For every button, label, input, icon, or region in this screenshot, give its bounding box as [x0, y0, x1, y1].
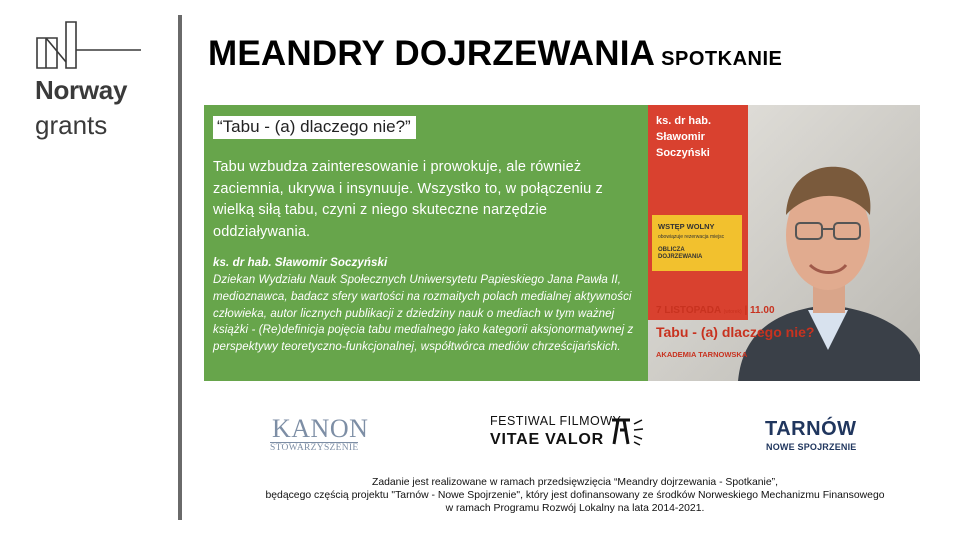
title-main: MEANDRY DOJRZEWANIA	[208, 34, 656, 73]
vertical-divider	[178, 15, 182, 520]
funding-footer	[250, 476, 900, 515]
footer-line2: będącego częścią projektu "Tarnów - Nowe Spojrzenie", który jest dofinansowany ze środków Norweskiego Mechanizmu Finansowego	[265, 490, 885, 501]
poster-date: 7 LISTOPADA (wtorek) | 11.00	[656, 305, 775, 316]
event-poster	[648, 105, 920, 381]
event-description: Tabu wzbudza zainteresowanie i prowokuje, ale również zaciemnia, ukrywa i insynuuje. Wszystko to, w połączeniu z wielką siłą tabu, czyni z niego skuteczne narzędzie oddziaływania.	[213, 159, 603, 240]
festival-line1: FESTIWAL FILMOWY	[490, 414, 622, 428]
page-title	[208, 34, 782, 74]
poster-venue: AKADEMIA TARNOWSKA	[656, 350, 748, 359]
kanon-logo	[270, 414, 370, 454]
poster-org: OBLICZA DOJRZEWANIA	[658, 247, 703, 260]
speaker-name: ks. dr hab. Sławomir Soczyński	[213, 257, 388, 269]
event-description-panel	[204, 105, 648, 381]
norway-grants-logo-mark	[36, 20, 142, 70]
logo-norway: Norway	[35, 75, 128, 105]
footer-line3: w ramach Programu Rozwój Lokalny na lata 2014-2021.	[445, 503, 705, 514]
festival-projector-icon	[610, 416, 644, 446]
festival-line2: VITAE VALOR	[490, 431, 604, 448]
footer-line1: Zadanie jest realizowane w ramach przedsięwzięcia “Meandry dojrzewania - Spotkanie”,	[371, 477, 778, 488]
tarnow-line2: NOWE SPOJRZENIE	[766, 442, 857, 452]
poster-entry: WSTĘP WOLNY	[658, 222, 715, 231]
poster-speaker-name: ks. dr hab. Sławomir Soczyński	[656, 115, 712, 159]
kanon-name: KANON	[272, 414, 369, 443]
tarnow-line1: TARNÓW	[765, 418, 857, 440]
title-sub: SPOTKANIE	[661, 48, 783, 70]
event-quote: “Tabu - (a) dlaczego nie?”	[213, 116, 416, 139]
logo-grants: grants	[35, 110, 108, 140]
speaker-bio: Dziekan Wydziału Nauk Społecznych Uniwersytetu Papieskiego Jana Pawła II, medioznawca, badacz sfery wartości na rozmaitych polach medialnej aktywności człowieka, autor licznych publikacji z dziedziny nauk o mediach w tym ważnej książki - (Re)definicja pojęcia tabu medialnego jako kategorii aksjonormatywnej z perspektywy teoretyczno-funkcjonalnej, współtwórca mediów chrześcijańskich.	[213, 274, 634, 354]
kanon-sub: STOWARZYSZENIE	[270, 443, 359, 453]
poster-entry-note: obowiązuje rezerwacja miejsc	[658, 234, 725, 240]
poster-title: Tabu - (a) dlaczego nie?	[656, 324, 815, 340]
